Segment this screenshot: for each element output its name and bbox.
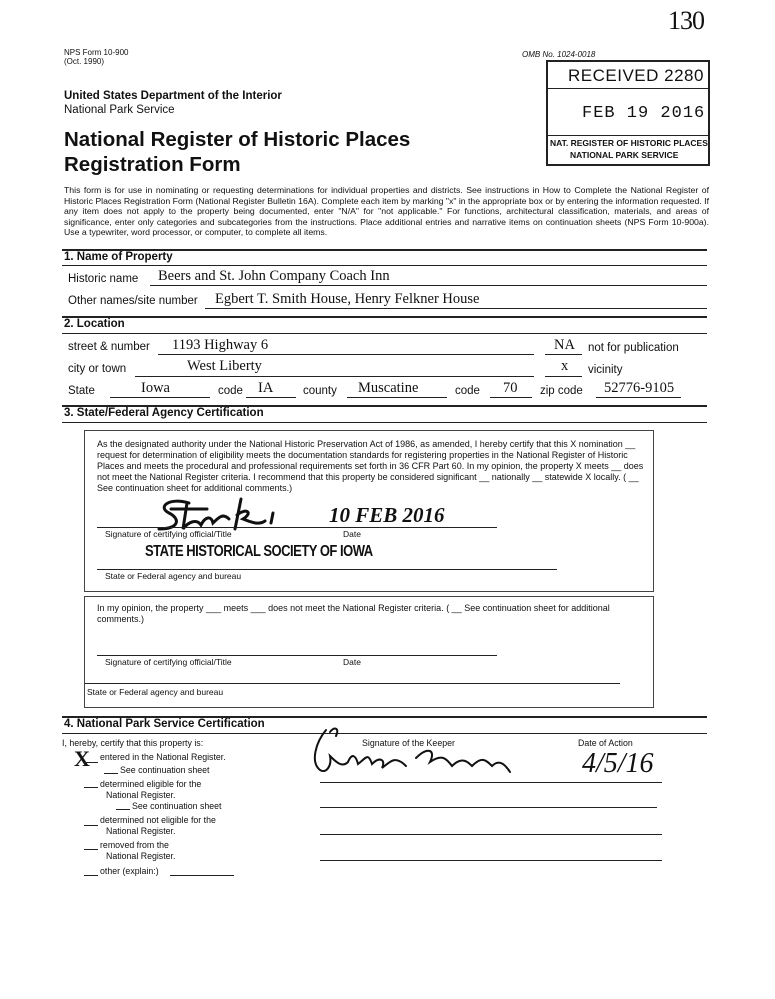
historic-name-field[interactable]: Beers and St. John Company Coach Inn — [158, 268, 390, 284]
vicinity-label: vicinity — [588, 364, 623, 376]
opt-not-eligible-register: National Register. — [106, 826, 176, 836]
state-field[interactable]: Iowa — [141, 380, 170, 396]
opt-eligible-continuation: See continuation sheet — [132, 801, 222, 811]
date-label: Date — [343, 529, 361, 539]
received-stamp-line2: NATIONAL PARK SERVICE — [570, 150, 679, 160]
signature-label-2: Signature of certifying official/Title — [105, 657, 232, 667]
state-code-label: code — [218, 385, 243, 397]
certification-text: As the designated authority under the National Historic Preservation Act of 1986, as amended, I hereby certify that this X nomination __ request for determination of eligibility meets the documentation standards for registering properties in the National Register of Historic Places and meets the procedural and professional requirements set forth in 36 CFR Part 60. In my opinion, the property X meets __ does not meet the National Register criteria. I recommend that this property be considered significant __ nationally __ statewide X locally. ( __ See continuation sheet for additional comments.) — [97, 439, 644, 493]
keeper-signature — [296, 722, 536, 786]
received-stamp-date: FEB 19 2016 — [582, 104, 706, 123]
opt-entered: entered in the National Register. — [100, 752, 226, 762]
section4-heading: 4. National Park Service Certification — [64, 718, 265, 730]
entered-check-mark[interactable]: X — [74, 746, 90, 771]
form-title-line2: Registration Form — [64, 153, 241, 176]
agency-stamp: STATE HISTORICAL SOCIETY OF IOWA — [145, 541, 373, 560]
nps-intro: I, hereby, certify that this property is: — [62, 738, 204, 748]
section2-heading: 2. Location — [64, 318, 125, 330]
zip-label: zip code — [540, 385, 583, 397]
signature-label: Signature of certifying official/Title — [105, 529, 232, 539]
not-for-publication-label: not for publication — [588, 342, 679, 354]
form-title-line1: National Register of Historic Places — [64, 128, 411, 151]
date-label-2: Date — [343, 657, 361, 667]
other-names-label: Other names/site number — [68, 295, 198, 307]
county-field[interactable]: Muscatine — [358, 380, 419, 396]
received-stamp-line1: NAT. REGISTER OF HISTORIC PLACES — [550, 138, 708, 148]
county-code-label: code — [455, 385, 480, 397]
street-label: street & number — [68, 341, 150, 353]
agency-label: State or Federal agency and bureau — [105, 571, 242, 581]
other-names-field[interactable]: Egbert T. Smith House, Henry Felkner House — [215, 291, 480, 307]
vicinity-field[interactable]: x — [561, 358, 569, 374]
county-label: county — [303, 385, 337, 397]
opt-entered-continuation: See continuation sheet — [120, 765, 210, 775]
opt-removed: removed from the — [100, 840, 169, 850]
city-label: city or town — [68, 363, 127, 375]
section3-heading: 3. State/Federal Agency Certification — [64, 407, 264, 419]
zip-field[interactable]: 52776-9105 — [604, 380, 675, 396]
street-field[interactable]: 1193 Highway 6 — [172, 337, 269, 353]
action-label: Date of Action — [578, 738, 633, 748]
opt-eligible-register: National Register. — [106, 790, 176, 800]
omb-number: OMB No. 1024-0018 — [522, 50, 596, 59]
received-stamp — [546, 60, 710, 166]
form-date: (Oct. 1990) — [64, 57, 105, 66]
section1-heading: 1. Name of Property — [64, 251, 173, 263]
keeper-label: Signature of the Keeper — [362, 738, 455, 748]
agency-label-2: State or Federal agency and bureau — [87, 687, 224, 697]
opinion-box — [84, 596, 654, 708]
historic-name-label: Historic name — [68, 273, 139, 285]
form-number: NPS Form 10-900 — [64, 48, 129, 57]
instructions: This form is for use in nominating or requesting determinations for individual properties and districts. See instructions in How to Complete the National Register of Historic Places Registration Form (National Register Bulletin 16A). Complete each item by marking "x" in the appropriate box or by entering the information requested. If any item does not apply to the property being documented, enter "N/A" for "not applicable." For functions, architectural classification, materials, and areas of significance, enter only categories and subcategories from the instructions. Place additional entries and narrative items on continuation sheets (NPS Form 10-900a). Use a typewriter, word processor, or computer, to complete all items. — [64, 185, 710, 237]
opt-not-eligible: determined not eligible for the — [100, 815, 216, 825]
not-for-publication-field[interactable]: NA — [554, 337, 575, 353]
county-code-field[interactable]: 70 — [503, 380, 518, 396]
city-field[interactable]: West Liberty — [187, 358, 262, 374]
opt-removed-register: National Register. — [106, 851, 176, 861]
state-label: State — [68, 385, 95, 397]
opinion-text: In my opinion, the property ___ meets ___ does not meet the National Register criteria. ( __ See continuation sheet for additional comments.) — [97, 603, 610, 624]
opt-eligible: determined eligible for the — [100, 779, 202, 789]
opt-other: other (explain:) — [100, 866, 159, 876]
state-code-field[interactable]: IA — [258, 380, 274, 396]
department-name: United States Department of the Interior — [64, 90, 282, 102]
state-certification-box — [84, 430, 654, 592]
page-number: 130 — [668, 6, 704, 35]
service-name: National Park Service — [64, 104, 175, 116]
action-date-handwritten: 4/5/16 — [582, 748, 654, 779]
received-stamp-title: RECEIVED 2280 — [568, 66, 704, 85]
certification-date-handwritten: 10 FEB 2016 — [329, 503, 445, 527]
